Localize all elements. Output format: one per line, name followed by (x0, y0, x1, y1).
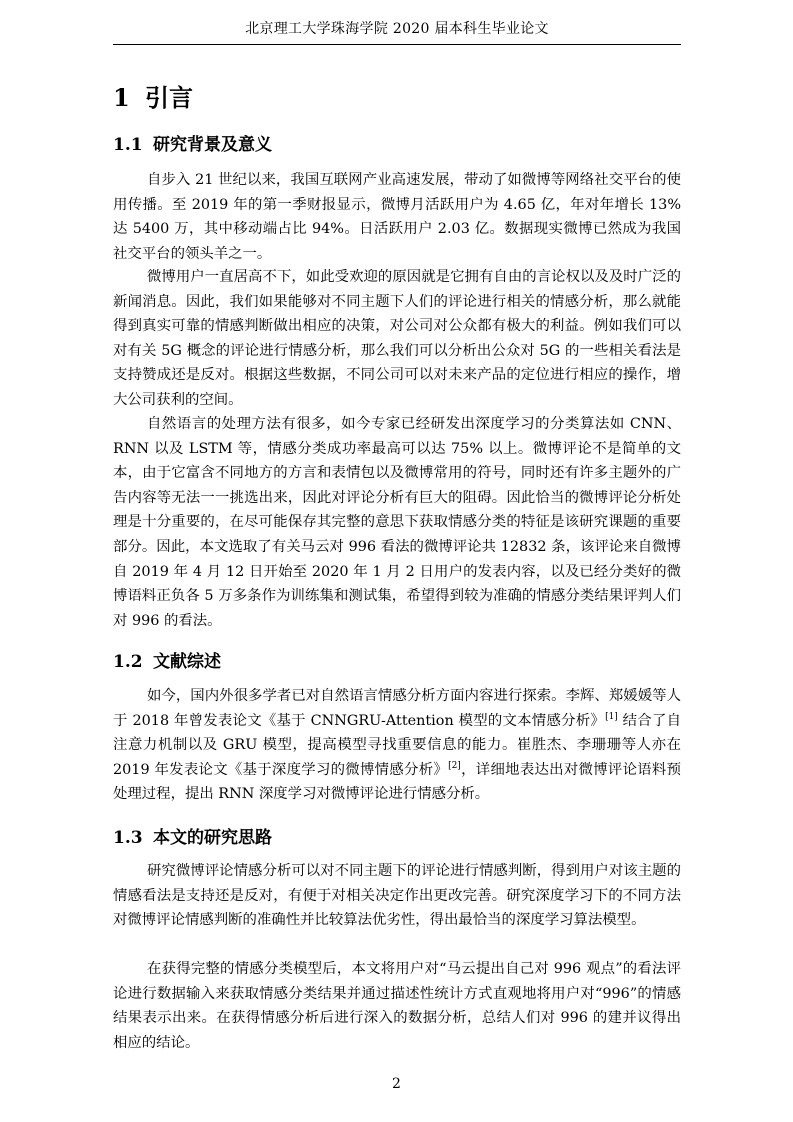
paragraph: 微博用户一直居高不下，如此受欢迎的原因就是它拥有自由的言论权以及及时广泛的新闻消息。因此，我们如果能够对不同主题下人们的评论进行相关的情感分析，那么就能得到真实可靠的情感判断做出相应的决策，对公司对公众都有极大的利益。例如我们可以对有关 5G 概念的评论进行情感分析，那么我们可以分析出公众对 5G 的一些相关看法是支持赞成还是反对。根据这些数据，不同公司可以对未来产品的定位进行相应的操作，增大公司获利的空间。 (113, 269, 681, 408)
citation-ref: [1] (605, 711, 618, 722)
page-number: 2 (392, 1076, 401, 1092)
section-heading-1-3 (113, 825, 272, 851)
header-rule (113, 44, 681, 45)
running-header: 北京理工大学珠海学院 2020 届本科生毕业论文 (245, 21, 549, 37)
section-number: 1.2 (113, 652, 143, 672)
paragraph: 自然语言的处理方法有很多，如今专家已经研发出深度学习的分类算法如 CNN、RNN 以及 LSTM 等，情感分类成功率最高可以达 75% 以上。微博评论不是简单的文本，由于它富含不同地方的方言和表情包以及微博常用的符号，同时还有许多主题外的广告内容等无法一一挑选出来，因此对评论分析有巨大的阻碍。因此恰当的微博评论分析处理是十分重要的，在尽可能保存其完整的意思下获取情感分类的特征是该研究课题的重要部分。因此，本文选取了有关马云对 996 看法的微博评论共 12832 条，该评论来自微博自 2019 年 4 月 12 日开始至 2020 年 1 月 2 日用户的发表内容，以及已经分类好的微博语料正负各 5 万多条作为训练集和测试集，希望得到较为准确的情感分类结果评判人们对 996 的看法。 (113, 416, 681, 629)
section-title: 文献综述 (153, 652, 221, 672)
section-heading-1-1 (113, 132, 272, 158)
paragraph: 自步入 21 世纪以来，我国互联网产业高速发展，带动了如微博等网络社交平台的使用传播。至 2019 年的第一季财报显示，微博月活跃用户为 4.65 亿，年对年增长 13%达 5400 万，其中移动端占比 94%。日活跃用户 2.03 亿。数据现实微博已然成为我国社交平台的领头羊之一。 (113, 172, 681, 262)
chapter-number: 1 (113, 83, 130, 112)
paragraph: 研究微博评论情感分析可以对不同主题下的评论进行情感判断，得到用户对该主题的情感看法是支持还是反对，有便于对相关决定作出更改完善。研究深度学习下的不同方法对微博评论情感判断的准确性并比较算法优劣性，得出最恰当的深度学习算法模型。 (113, 863, 681, 929)
chapter-heading (113, 80, 193, 116)
paragraph-text: ，详细地表达出对微博评论语料预处理过程，提出 RNN 深度学习对微博评论进行情感分析。 (113, 761, 681, 803)
chapter-title: 引言 (145, 83, 193, 112)
paragraph-text: 如今，国内外很多学者已对自然语言情感分析方面内容进行探索。李辉、郑媛媛等人于 2018 年曾发表论文《基于 CNNGRU-Attention 模型的文本情感分析》 (113, 688, 681, 729)
section-number: 1.1 (113, 135, 143, 155)
section-number: 1.3 (113, 828, 143, 848)
section-title: 本文的研究思路 (153, 828, 272, 848)
section-heading-1-2 (113, 649, 221, 675)
section-title: 研究背景及意义 (153, 135, 272, 155)
paragraph (113, 684, 681, 807)
paragraph-text: 结合了自注意力机制以及 GRU 模型，提高模型寻找重要信息的能力。崔胜杰、李珊珊等人亦在 2019 年发表论文《基于深度学习的微博情感分析》 (113, 712, 681, 778)
paragraph: 在获得完整的情感分类模型后，本文将用户对“马云提出自己对 996 观点”的看法评论进行数据输入来获取情感分类结果并通过描述性统计方式直观地将用户对“996”的情感结果表示出来。在获得情感分析后进行深入的数据分析，总结人们对 996 的建并议得出相应的结论。 (113, 961, 681, 1051)
citation-ref: [2] (448, 760, 461, 771)
